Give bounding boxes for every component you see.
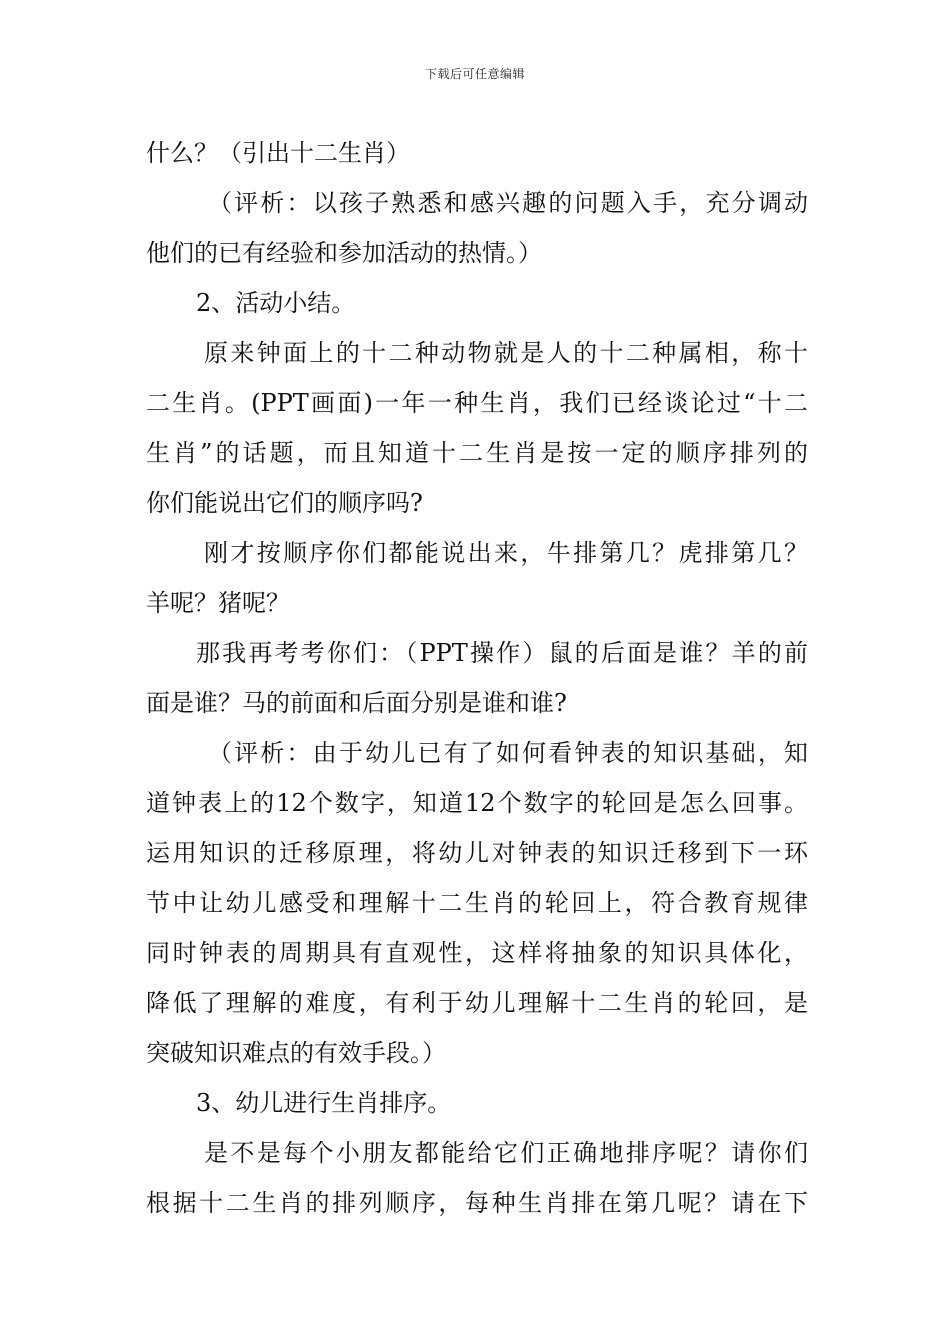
section-heading-3: 3、幼儿进行生肖排序。 [196,1089,452,1117]
text-line-5: 原来钟面上的十二种动物就是人的十二种属相，称十 [204,339,808,367]
text-line-18: 降低了理解的难度，有利于幼儿理解十二生肖的轮回，是 [146,989,808,1017]
text-line-7: 生肖”的话题，而且知道十二生肖是按一定的顺序排列的 [146,439,808,467]
text-line-2: （评析：以孩子熟悉和感兴趣的问题入手，充分调动 [208,189,808,217]
page-header: 下载后可任意编辑 [424,67,525,81]
text-line-9: 刚才按顺序你们都能说出来，牛排第几？虎排第几？ [204,539,808,567]
text-line-22: 根据十二生肖的排列顺序，每种生肖排在第几呢？请在下 [146,1189,808,1217]
section-heading-2: 2、活动小结。 [196,289,356,317]
text-line-19: 突破知识难点的有效手段。） [146,1039,446,1067]
text-line-21: 是不是每个小朋友都能给它们正确地排序呢？请你们 [204,1139,808,1167]
document-body [146,128,808,1228]
text-line-13: （评析：由于幼儿已有了如何看钟表的知识基础，知 [208,739,808,767]
text-line-16: 节中让幼儿感受和理解十二生肖的轮回上，符合教育规律 [146,889,808,917]
text-line-6: 二生肖。(PPT画面)一年一种生肖，我们已经谈论过“十二 [146,389,808,417]
text-line-10: 羊呢？猪呢？ [146,589,290,617]
text-line-15: 运用知识的迁移原理，将幼儿对钟表的知识迁移到下一环 [146,839,808,867]
text-line-1: 什么？（引出十二生肖） [146,139,410,167]
text-line-8: 你们能说出它们的顺序吗? [146,489,423,517]
text-line-14: 道钟表上的12个数字，知道12个数字的轮回是怎么回事。 [146,789,808,817]
text-line-12: 面是谁？马的前面和后面分别是谁和谁? [146,689,567,717]
text-line-3: 他们的已有经验和参加活动的热情。） [146,239,542,267]
text-line-11: 那我再考考你们：（PPT操作）鼠的后面是谁？羊的前 [196,639,808,667]
text-line-17: 同时钟表的周期具有直观性，这样将抽象的知识具体化， [146,939,808,967]
